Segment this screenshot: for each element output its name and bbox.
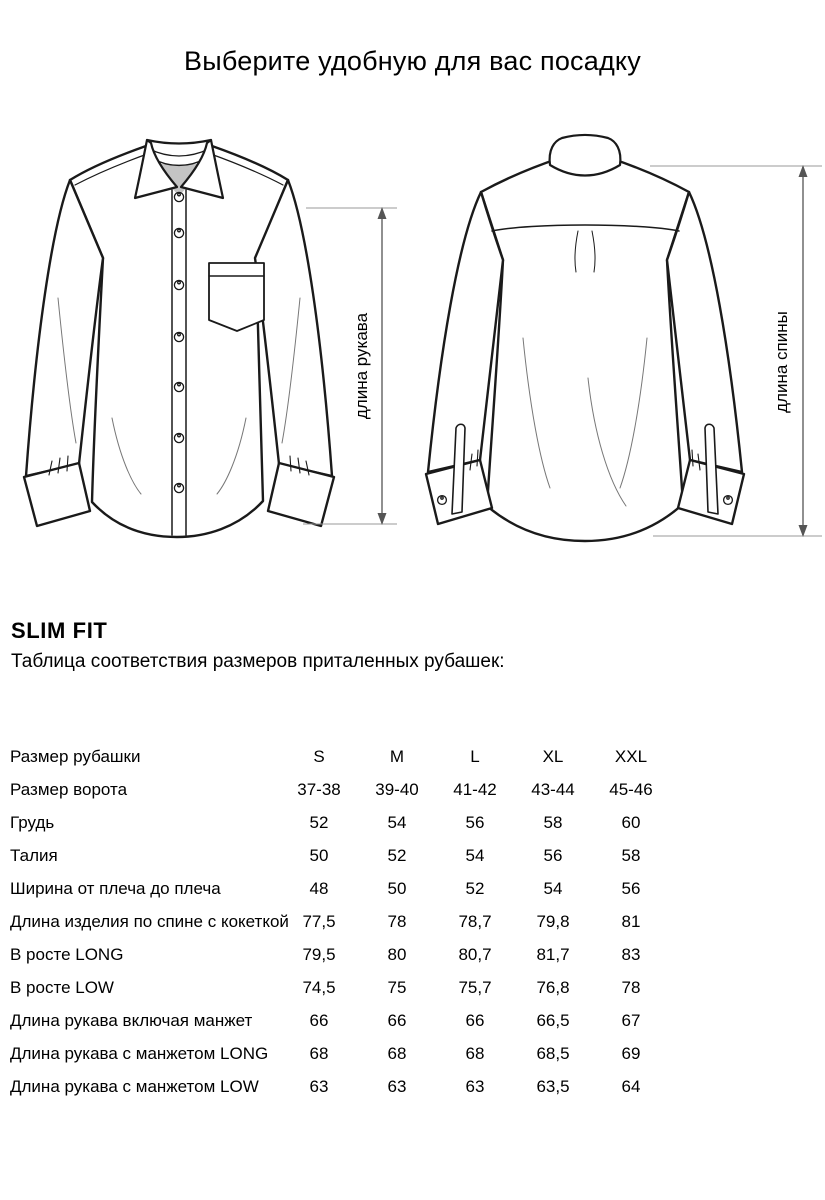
- page-title: Выберите удобную для вас посадку: [184, 46, 641, 76]
- table-row: [10, 938, 670, 971]
- row-label: Размер ворота: [10, 779, 128, 799]
- back-shirt-drawing: [426, 135, 744, 541]
- table-row: [10, 1004, 670, 1037]
- row-value: 68,5: [536, 1043, 570, 1063]
- row-value: 43-44: [531, 779, 575, 799]
- row-value: 63: [387, 1076, 407, 1096]
- table-header-row: [10, 740, 670, 773]
- size-column-header: L: [470, 746, 480, 766]
- row-value: 63: [309, 1076, 329, 1096]
- size-column-header: S: [313, 746, 325, 766]
- back-collar: [550, 135, 621, 176]
- fit-heading: SLIM FIT: [11, 618, 108, 643]
- row-value: 64: [621, 1076, 641, 1096]
- row-value: 60: [621, 812, 641, 832]
- sleeve-length-label: длина рукава: [352, 312, 371, 420]
- row-label: В росте LOW: [10, 977, 114, 997]
- row-label: В росте LONG: [10, 944, 124, 964]
- chest-pocket: [209, 263, 264, 331]
- row-value: 68: [309, 1043, 329, 1063]
- row-label: Талия: [10, 845, 58, 865]
- row-label: Грудь: [10, 812, 55, 832]
- row-label: Ширина от плеча до плеча: [10, 878, 221, 898]
- header-row-label: Размер рубашки: [10, 746, 141, 766]
- collar-top-line: [147, 140, 211, 144]
- row-value: 54: [387, 812, 407, 832]
- row-value: 66: [465, 1010, 485, 1030]
- row-value: 81: [621, 911, 641, 931]
- row-value: 74,5: [302, 977, 336, 997]
- row-value: 56: [621, 878, 641, 898]
- row-value: 79,8: [536, 911, 570, 931]
- table-row: [10, 905, 670, 938]
- row-value: 69: [621, 1043, 641, 1063]
- row-value: 54: [465, 845, 485, 865]
- row-value: 52: [309, 812, 329, 832]
- row-value: 37-38: [297, 779, 341, 799]
- row-value: 78: [621, 977, 641, 997]
- row-label: Длина изделия по спине с кокеткой: [10, 911, 289, 931]
- table-row: [10, 773, 670, 806]
- row-value: 68: [387, 1043, 407, 1063]
- row-value: 80: [387, 944, 407, 964]
- row-value: 80,7: [458, 944, 492, 964]
- row-value: 66: [309, 1010, 329, 1030]
- row-value: 52: [465, 878, 485, 898]
- row-value: 68: [465, 1043, 485, 1063]
- row-label: Длина рукава с манжетом LONG: [10, 1043, 269, 1063]
- shirt-size-diagram: [0, 128, 825, 580]
- table-row: [10, 971, 670, 1004]
- table-row: [10, 1037, 670, 1070]
- row-value: 81,7: [536, 944, 570, 964]
- row-value: 41-42: [453, 779, 497, 799]
- row-value: 78,7: [458, 911, 492, 931]
- row-value: 45-46: [609, 779, 653, 799]
- row-value: 54: [543, 878, 563, 898]
- row-label: Длина рукава с манжетом LOW: [10, 1076, 259, 1096]
- size-column-header: XXL: [614, 746, 648, 766]
- shirt-diagram-svg: [0, 128, 825, 580]
- row-value: 63: [465, 1076, 485, 1096]
- row-value: 50: [309, 845, 329, 865]
- size-column-header: XL: [542, 746, 564, 766]
- row-value: 52: [387, 845, 407, 865]
- row-value: 77,5: [302, 911, 336, 931]
- row-value: 39-40: [375, 779, 419, 799]
- table-row: [10, 839, 670, 872]
- row-value: 76,8: [536, 977, 570, 997]
- row-value: 75,7: [458, 977, 492, 997]
- row-value: 67: [621, 1010, 641, 1030]
- row-value: 78: [387, 911, 407, 931]
- size-column-header: M: [389, 746, 405, 766]
- table-row: [10, 806, 670, 839]
- row-value: 56: [543, 845, 563, 865]
- row-value: 83: [621, 944, 641, 964]
- row-value: 48: [309, 878, 329, 898]
- table-subtitle: Таблица соответствия размеров приталенных рубашек:: [11, 651, 505, 672]
- table-row: [10, 872, 670, 905]
- row-value: 66: [387, 1010, 407, 1030]
- row-value: 75: [387, 977, 407, 997]
- row-value: 50: [387, 878, 407, 898]
- size-table: [10, 740, 670, 1103]
- row-value: 56: [465, 812, 485, 832]
- row-value: 58: [621, 845, 641, 865]
- back-body: [481, 158, 689, 541]
- row-value: 63,5: [536, 1076, 570, 1096]
- row-value: 58: [543, 812, 563, 832]
- front-shirt-drawing: [24, 140, 334, 537]
- row-label: Длина рукава включая манжет: [10, 1010, 253, 1030]
- row-value: 79,5: [302, 944, 336, 964]
- row-value: 66,5: [536, 1010, 570, 1030]
- table-row: [10, 1070, 670, 1103]
- back-length-label: длина спины: [772, 311, 791, 413]
